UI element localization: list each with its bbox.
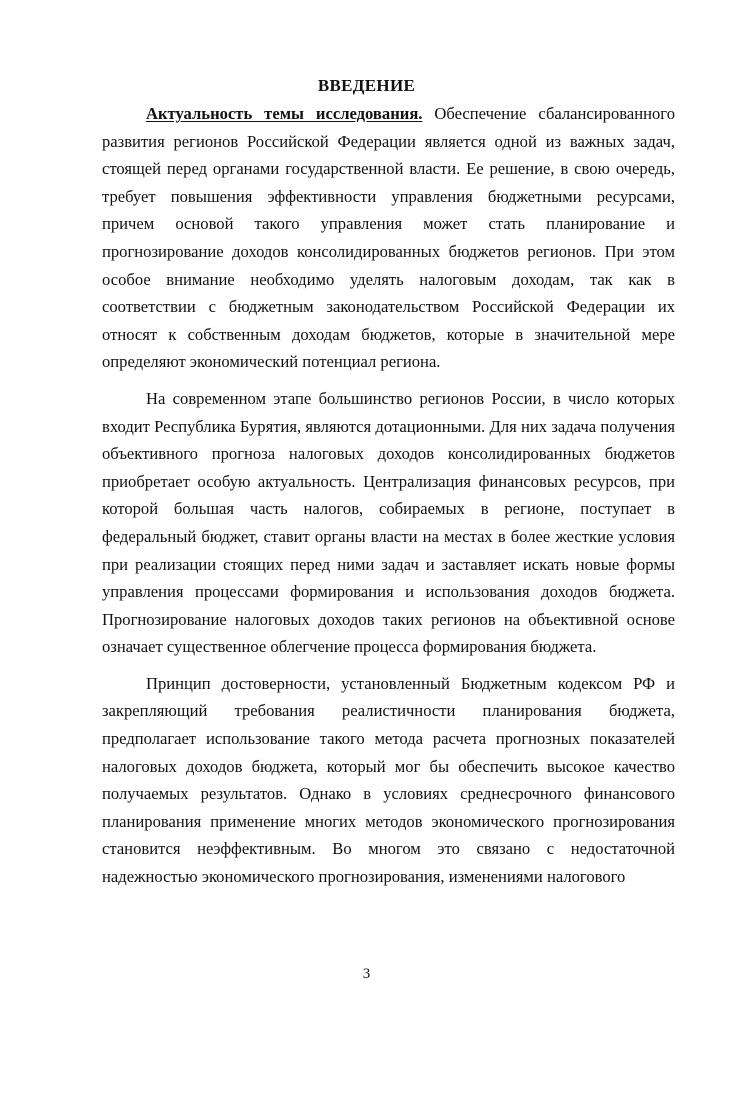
paragraph-regions: На современном этапе большинство регионов России, в число которых входит Республика Бурятия, являются дотационными. Для них задача получения объективного прогноза налоговых доходов консолидированных бюджетов приобретает особую актуальность. Централизация финансовых ресурсов, при которой большая часть налогов, собираемых в регионе, поступает в федеральный бюджет, ставит органы власти на местах в более жесткие условия при реализации стоящих перед ними задач и заставляет искать новые формы управления процессами формирования и использования доходов бюджета. Прогнозирование налоговых доходов таких регионов на объективной основе означает существенное облегчение процесса формирования бюджета. — [102, 388, 675, 657]
paragraph-text: Обеспечение сбалансированного развития регионов Российской Федерации является одной из важных задач, стоящей перед органами государственной власти. Ее решение, в свою очередь, требует повышения эффективности управления бюджетными ресурсами, причем основой такого управления может стать планирование и прогнозирование доходов консолидированных бюджетов регионов. При этом особое внимание необходимо уделять налоговым доходам, так как в соответствии с бюджетным законодательством Российской Федерации их относят к собственным доходам бюджетов, которые в значительной мере определяют экономический потенциал региона. — [102, 104, 675, 372]
paragraph-principle: Принцип достоверности, установленный Бюджетным кодексом РФ и закрепляющий требования реалистичности планирования бюджета, предполагает использование такого метода расчета прогнозных показателей налоговых доходов бюджета, который мог бы обеспечить высокое качество получаемых результатов. Однако в условиях среднесрочного финансового планирования применение многих методов экономического прогнозирования становится неэффективным. Во многом это связано с недостаточной надежностью экономического прогнозирования, изменениями налогового — [102, 673, 675, 887]
section-heading: ВВЕДЕНИЕ — [317, 76, 416, 95]
body-text — [102, 100, 675, 891]
page-number: 3 — [362, 966, 371, 982]
paragraph-relevance — [102, 100, 675, 376]
paragraph-lead: Актуальность темы исследования. — [146, 104, 423, 123]
